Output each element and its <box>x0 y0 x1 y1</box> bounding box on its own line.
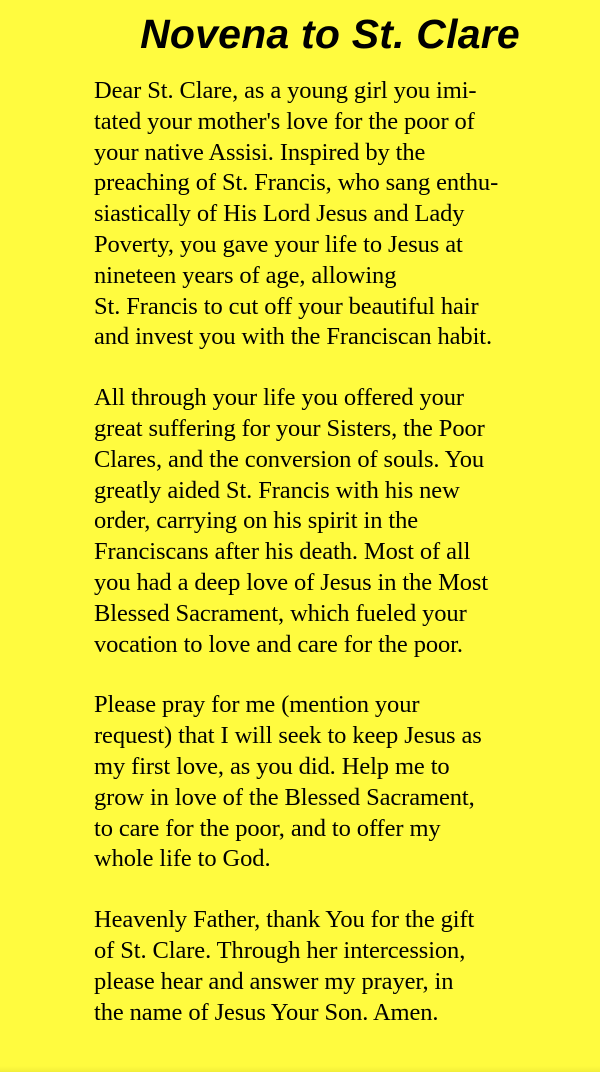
text-line: Clares, and the conversion of souls. You <box>94 445 485 473</box>
text-line: of St. Clare. Through her intercession, <box>94 936 466 964</box>
text-line: Dear St. Clare, as a young girl you imi- <box>94 77 477 104</box>
paragraph-intro <box>94 76 594 353</box>
paragraph-life <box>94 383 594 660</box>
text-line: please hear and answer my prayer, in <box>94 967 454 995</box>
text-line: request) that I will seek to keep Jesus as <box>94 722 482 750</box>
paragraph-spacer <box>94 660 594 690</box>
text-line: St. Francis to cut off your beautiful hair <box>94 292 479 320</box>
text-line: All through your life you offered your <box>94 384 464 412</box>
text-line: the name of Jesus Your Son. Amen. <box>94 998 439 1026</box>
paragraph-petition <box>94 690 594 875</box>
text-line: tated your mother's love for the poor of <box>94 107 475 135</box>
paragraph-spacer <box>94 353 594 383</box>
text-line: your native Assisi. Inspired by the <box>94 138 426 166</box>
prayer-title: Novena to St. Clare <box>140 11 520 57</box>
text-line: preaching of St. Francis, who sang enthu- <box>94 169 499 197</box>
text-line: Poverty, you gave your life to Jesus at <box>94 230 463 258</box>
prayer-body <box>94 76 594 1028</box>
text-line: great suffering for your Sisters, the Poor <box>94 414 485 442</box>
text-line: greatly aided St. Francis with his new <box>94 476 460 504</box>
text-line: Blessed Sacrament, which fueled your <box>94 599 467 627</box>
text-line: Please pray for me (mention your <box>94 691 420 719</box>
paragraph-spacer <box>94 875 594 905</box>
text-line: whole life to God. <box>94 845 271 873</box>
text-line: grow in love of the Blessed Sacrament, <box>94 783 475 811</box>
text-line: nineteen years of age, allowing <box>94 261 397 289</box>
text-line: Heavenly Father, thank You for the gift <box>94 906 475 934</box>
text-line: order, carrying on his spirit in the <box>94 507 419 535</box>
text-line: to care for the poor, and to offer my <box>94 814 441 842</box>
text-line: my first love, as you did. Help me to <box>94 752 450 780</box>
text-line: you had a deep love of Jesus in the Most <box>94 568 489 596</box>
text-line: siastically of His Lord Jesus and Lady <box>94 200 465 228</box>
text-line: and invest you with the Franciscan habit. <box>94 323 493 351</box>
paragraph-closing <box>94 905 594 1028</box>
text-line: vocation to love and care for the poor. <box>94 630 463 658</box>
card-edge <box>0 1066 600 1072</box>
text-line: Franciscans after his death. Most of all <box>94 538 471 566</box>
